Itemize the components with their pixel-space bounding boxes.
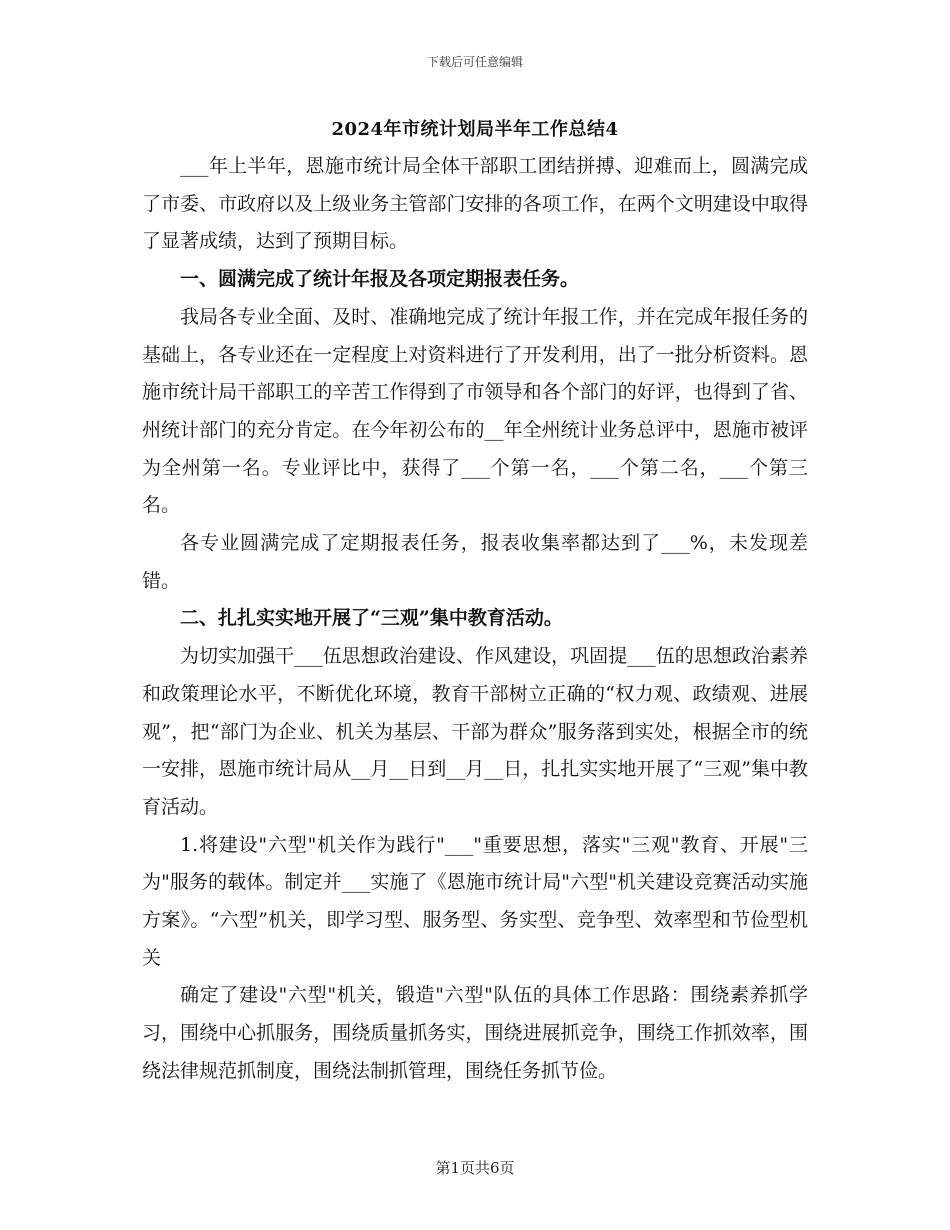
intro-paragraph: ___年上半年，恩施市统计局全体干部职工团结拼搏、迎难而上，圆满完成了市委、市政府以及上级业务主管部门安排的各项工作，在两个文明建设中取得了显著成绩，达到了预期目标。: [142, 155, 808, 253]
header-note: 下载后可任意编辑: [426, 55, 523, 69]
body-paragraph: 各专业圆满完成了定期报表任务，报表收集率都达到了___%，未发现差错。: [142, 532, 808, 592]
body-paragraph: 为切实加强干___伍思想政治建设、作风建设，巩固提___伍的思想政治素养和政策理论水平，不断优化环境，教育干部树立正确的“权力观、政绩观、进展观”，把“部门为企业、机关为基层、干部为群众”服务落到实处，根据全市的统一安排，恩施市统计局从__月__日到__月__日，扎扎实实地开展了“三观”集中教育活动。: [142, 645, 808, 818]
page-footer: 第1页共6页: [435, 1159, 515, 1177]
section-heading-2: 二、扎扎实实地开展了“三观”集中教育活动。: [180, 607, 563, 630]
body-paragraph: 我局各专业全面、及时、准确地完成了统计年报工作，并在完成年报任务的基础上，各专业还在一定程度上对资料进行了开发利用，出了一批分析资料。恩施市统计局干部职工的辛苦工作得到了市领导和各个部门的好评，也得到了省、州统计部门的充分肯定。在今年初公布的__年全州统计业务总评中，恩施市被评为全州第一名。专业评比中，获得了___个第一名，___个第二名，___个第三名。: [142, 305, 808, 517]
document-title: 2024年市统计划局半年工作总结4: [331, 119, 619, 140]
section-heading-1: 一、圆满完成了统计年报及各项定期报表任务。: [180, 268, 580, 291]
body-paragraph: 确定了建设"六型"机关，锻造"六型"队伍的具体工作思路：围绕素养抓学习，围绕中心抓服务，围绕质量抓务实，围绕进展抓竞争，围绕工作抓效率，围绕法律规范抓制度，围绕法制抓管理，围绕任务抓节俭。: [142, 984, 808, 1082]
document-body: [142, 148, 808, 1091]
body-paragraph: 1.将建设"六型"机关作为践行"___"重要思想，落实"三观"教育、开展"三为"服务的载体。制定并___实施了《恩施市统计局"六型"机关建设竞赛活动实施方案》。“六型”机关，即学习型、服务型、务实型、竞争型、效率型和节俭型机关: [142, 833, 808, 969]
